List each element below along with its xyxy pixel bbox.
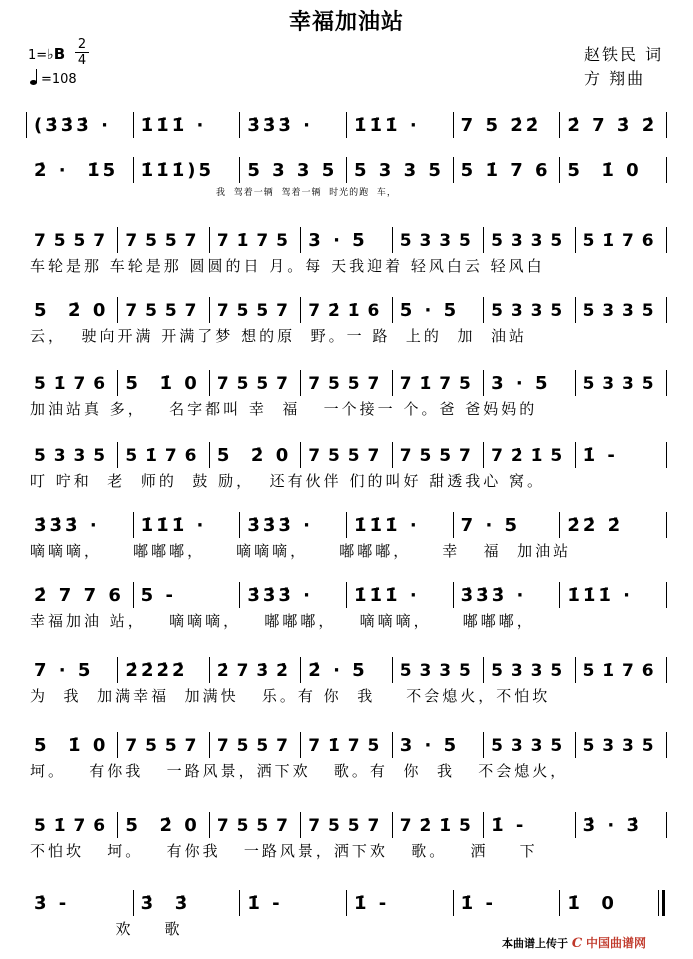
barline bbox=[666, 732, 667, 758]
measure: 1̇ 0 bbox=[567, 893, 617, 914]
measure: 7 5 5 7 bbox=[34, 231, 107, 251]
barline bbox=[133, 157, 134, 183]
barline bbox=[453, 582, 454, 608]
barline bbox=[300, 657, 301, 683]
measure: 5 1̇ 7 6 bbox=[582, 661, 655, 681]
barline bbox=[483, 732, 484, 758]
measure: 5 2̇ 0 bbox=[34, 300, 109, 321]
composer-credit: 方 翔曲 bbox=[584, 69, 646, 88]
notation-line bbox=[26, 810, 666, 842]
measure: 5 3 3 5 bbox=[491, 736, 564, 756]
measure: 7 2̇ 1̇ 6 bbox=[308, 301, 381, 321]
measure: 7 5 5 7 bbox=[125, 736, 198, 756]
measure: 7 5 5 7 bbox=[125, 301, 198, 321]
measure: 5 3 3 5 bbox=[582, 301, 655, 321]
measure: 2̇ · 1̇5 bbox=[34, 160, 119, 181]
lyrics-line: 加油站真 多， 名字都叫 幸 福 一个接一 个。爸 爸妈妈的 bbox=[30, 400, 538, 418]
barline bbox=[300, 732, 301, 758]
barline bbox=[209, 732, 210, 758]
barline bbox=[559, 112, 560, 138]
barline bbox=[300, 442, 301, 468]
measure: 3̇3̇3̇ · bbox=[247, 585, 314, 606]
barline bbox=[666, 657, 667, 683]
measure: 3̇3̇3̇ · bbox=[460, 585, 527, 606]
barline bbox=[117, 657, 118, 683]
notation-line bbox=[26, 155, 666, 187]
measure: 1̇1̇1̇ · bbox=[567, 585, 634, 606]
barline bbox=[575, 297, 576, 323]
measure: 1̇1̇1̇ · bbox=[354, 115, 420, 136]
final-barline bbox=[662, 890, 665, 916]
measure: 2̇2̇ 2̇ bbox=[567, 515, 624, 536]
barline bbox=[575, 657, 576, 683]
barline bbox=[483, 370, 484, 396]
barline bbox=[453, 112, 454, 138]
barline bbox=[117, 297, 118, 323]
barline bbox=[666, 227, 667, 253]
measure: 7 1̇ 7 5 bbox=[216, 231, 289, 251]
measure: 5 3 3 5 bbox=[354, 160, 444, 181]
notation-line bbox=[26, 888, 666, 920]
barline bbox=[666, 370, 667, 396]
barline bbox=[26, 112, 27, 138]
barline bbox=[666, 297, 667, 323]
barline bbox=[133, 890, 134, 916]
barline bbox=[666, 512, 667, 538]
barline bbox=[133, 512, 134, 538]
barline bbox=[666, 112, 667, 138]
measure: 7 1̇ 7 5 bbox=[399, 374, 472, 394]
measure: 5 3 3 5 bbox=[399, 661, 472, 681]
lyrics-line: 嘀嘀嘀， 嘟嘟嘟， 嘀嘀嘀， 嘟嘟嘟， 幸 福 加油站 bbox=[30, 542, 572, 560]
measure: 5 3 3 5 bbox=[491, 661, 564, 681]
barline bbox=[239, 512, 240, 538]
barline bbox=[300, 370, 301, 396]
measure: 3 · 5 bbox=[399, 735, 460, 756]
measure: 5 3 3 5 bbox=[399, 231, 472, 251]
barline bbox=[559, 157, 560, 183]
notation-line bbox=[26, 440, 666, 472]
measure: 5 3 3 5 bbox=[247, 160, 338, 181]
quarter-note-icon bbox=[30, 80, 37, 85]
barline bbox=[300, 812, 301, 838]
site-logo-icon: C bbox=[571, 936, 583, 951]
barline bbox=[666, 442, 667, 468]
measure: 3̇3̇3̇ · bbox=[34, 515, 100, 536]
measure: 7 5 5 7 bbox=[216, 736, 289, 756]
barline bbox=[239, 157, 240, 183]
measure: 7 5 5 7 bbox=[308, 446, 381, 466]
barline bbox=[575, 732, 576, 758]
lyrics-line: 不怕坎 坷。 有你我 一路风景，洒下欢 歌。 洒 下 bbox=[30, 842, 538, 860]
measure: 2̇ 7 7 6 bbox=[34, 585, 124, 606]
measure: 1̇1̇1̇ · bbox=[354, 515, 420, 536]
measure: 7 2̇ 1̇ 5 bbox=[491, 446, 564, 466]
measure: 7 5 5 7 bbox=[125, 231, 198, 251]
barline bbox=[117, 812, 118, 838]
measure: 7 5 5 7 bbox=[399, 446, 472, 466]
barline bbox=[392, 297, 393, 323]
lyrics-line: 坷。 有你我 一路风景，洒下欢 歌。有 你 我 不会熄火， bbox=[30, 762, 569, 780]
barline bbox=[209, 657, 210, 683]
barline bbox=[209, 297, 210, 323]
barline bbox=[346, 582, 347, 608]
notation-line bbox=[26, 225, 666, 257]
measure: 5 1̇ 7 6 bbox=[34, 374, 107, 394]
measure: 5 1̇ 0 bbox=[567, 160, 642, 181]
measure: 1̇1̇1̇)5 bbox=[140, 160, 214, 181]
barline bbox=[453, 157, 454, 183]
barline bbox=[483, 442, 484, 468]
barline bbox=[209, 812, 210, 838]
measure: 7 5 2̇2̇ bbox=[460, 115, 542, 136]
lyrics-line: 车轮是那 车轮是那 圆圆的日 月。每 天我迎着 轻风白云 轻风白 bbox=[30, 257, 545, 275]
time-signature: 2 4 bbox=[75, 38, 89, 67]
lyrics-line: 叮 咛和 老 师的 鼓 励， 还有伙伴 们的叫好 甜透我心 窝。 bbox=[30, 472, 545, 490]
measure: 5 1̇ 7 6 bbox=[34, 816, 107, 836]
measure: 2̇ 7 3̇ 2̇ bbox=[216, 661, 289, 681]
barline bbox=[666, 582, 667, 608]
barline bbox=[300, 297, 301, 323]
measure: 7 5 5 7 bbox=[308, 374, 381, 394]
barline bbox=[209, 442, 210, 468]
measure: 5 1̇ 0 bbox=[125, 373, 200, 394]
barline bbox=[133, 112, 134, 138]
measure: 3 · 5 bbox=[491, 373, 551, 394]
measure: 5 3 3 5 bbox=[582, 374, 655, 394]
key-signature: 1=♭B bbox=[28, 45, 66, 63]
measure: 1̇ - bbox=[354, 893, 390, 914]
measure: 7 5 5 7 bbox=[308, 816, 381, 836]
barline bbox=[575, 227, 576, 253]
measure: 7 5 5 7 bbox=[216, 816, 289, 836]
measure: 5 3 3 5 bbox=[582, 736, 655, 756]
barline bbox=[666, 157, 667, 183]
barline bbox=[239, 890, 240, 916]
barline bbox=[453, 890, 454, 916]
measure: 3̇ 3̇ bbox=[140, 893, 191, 914]
barline bbox=[483, 297, 484, 323]
tempo-mark: =108 bbox=[30, 72, 77, 87]
measure: 5 3 3 5 bbox=[491, 301, 564, 321]
barline bbox=[117, 442, 118, 468]
barline bbox=[346, 890, 347, 916]
measure: 3 · 5 bbox=[308, 230, 368, 251]
measure: 7 · 5 bbox=[460, 515, 521, 536]
barline bbox=[483, 657, 484, 683]
barline bbox=[575, 442, 576, 468]
measure: 5 1̇ 7 6 bbox=[125, 446, 198, 466]
measure: 7 5 5 7 bbox=[216, 374, 289, 394]
barline bbox=[453, 512, 454, 538]
barline bbox=[209, 227, 210, 253]
lyrics-line: 为 我 加满幸福 加满快 乐。有 你 我 不会熄火，不怕坎 bbox=[30, 687, 551, 705]
notation-line bbox=[26, 510, 666, 542]
barline bbox=[483, 812, 484, 838]
lyrics-line: 我 驾着一辆 驾着一辆 时光的跑 车， bbox=[216, 188, 397, 198]
measure: 5 3 3 5 bbox=[491, 231, 564, 251]
barline bbox=[239, 582, 240, 608]
barline bbox=[117, 732, 118, 758]
lyrics-line: 幸福加油 站， 嘀嘀嘀， 嘟嘟嘟， 嘀嘀嘀， 嘟嘟嘟， bbox=[30, 612, 535, 630]
measure: 7 2̇ 1̇ 5 bbox=[399, 816, 472, 836]
song-title: 幸福加油站 bbox=[288, 9, 404, 35]
notation-line bbox=[26, 368, 666, 400]
barline bbox=[209, 370, 210, 396]
barline bbox=[346, 112, 347, 138]
barline bbox=[483, 227, 484, 253]
measure: 5 · 5 bbox=[399, 300, 460, 321]
barline bbox=[392, 732, 393, 758]
notation-line bbox=[26, 110, 666, 142]
measure: 2̇2̇2̇2̇ bbox=[125, 660, 188, 681]
measure: (3̇3̇3̇ · bbox=[34, 115, 111, 136]
measure: 1̇1̇1̇ · bbox=[354, 585, 420, 606]
measure: 7 1̇ 7 5 bbox=[308, 736, 381, 756]
barline bbox=[666, 812, 667, 838]
barline bbox=[239, 112, 240, 138]
barline bbox=[392, 442, 393, 468]
barline bbox=[575, 812, 576, 838]
barline bbox=[117, 227, 118, 253]
notation-line bbox=[26, 655, 666, 687]
lyricist-credit: 赵铁民 词 bbox=[584, 45, 664, 64]
barline bbox=[658, 890, 659, 916]
barline bbox=[133, 582, 134, 608]
barline bbox=[392, 657, 393, 683]
measure: 7 5 5 7 bbox=[216, 301, 289, 321]
notation-line bbox=[26, 730, 666, 762]
watermark: 本曲谱上传于 C 中国曲谱网 bbox=[502, 936, 647, 951]
lyrics-line: 云， 驶向开满 开满了梦 想的原 野。一 路 上的 加 油站 bbox=[30, 327, 527, 345]
measure: 2̇ 7 3̇ 2̇ bbox=[567, 115, 658, 136]
measure: 1̇ - bbox=[582, 445, 618, 466]
measure: 1̇1̇1̇ · bbox=[140, 115, 207, 136]
measure: 5 - bbox=[140, 585, 176, 606]
measure: 5 1̇ 0 bbox=[34, 735, 109, 756]
barline bbox=[559, 890, 560, 916]
barline bbox=[346, 157, 347, 183]
measure: 5 2̇ 0 bbox=[216, 445, 292, 466]
measure: 7 · 5 bbox=[34, 660, 94, 681]
barline bbox=[300, 227, 301, 253]
measure: 5 1̇ 7 6 bbox=[582, 231, 655, 251]
measure: 3̇3̇3̇ · bbox=[247, 515, 314, 536]
barline bbox=[392, 227, 393, 253]
measure: 1̇1̇1̇ · bbox=[140, 515, 207, 536]
measure: 1̇ - bbox=[247, 893, 283, 914]
lyrics-line: 欢 歌 bbox=[30, 920, 183, 938]
measure: 1̇ - bbox=[491, 815, 527, 836]
measure: 5 1̇ 7 6 bbox=[460, 160, 551, 181]
measure: 1̇ - bbox=[460, 893, 496, 914]
notation-line bbox=[26, 580, 666, 612]
barline bbox=[117, 370, 118, 396]
barline bbox=[559, 582, 560, 608]
measure: 2̇ · 5 bbox=[308, 660, 368, 681]
barline bbox=[575, 370, 576, 396]
measure: 5 2̇ 0 bbox=[125, 815, 200, 836]
measure: 3̇ · 3̇ bbox=[582, 815, 642, 836]
measure: 5 3 3 5 bbox=[34, 446, 107, 466]
barline bbox=[346, 512, 347, 538]
barline bbox=[392, 370, 393, 396]
measure: 3̇3̇3̇ · bbox=[247, 115, 314, 136]
barline bbox=[559, 512, 560, 538]
notation-line bbox=[26, 295, 666, 327]
barline bbox=[392, 812, 393, 838]
measure: 3̇ - bbox=[34, 893, 70, 914]
